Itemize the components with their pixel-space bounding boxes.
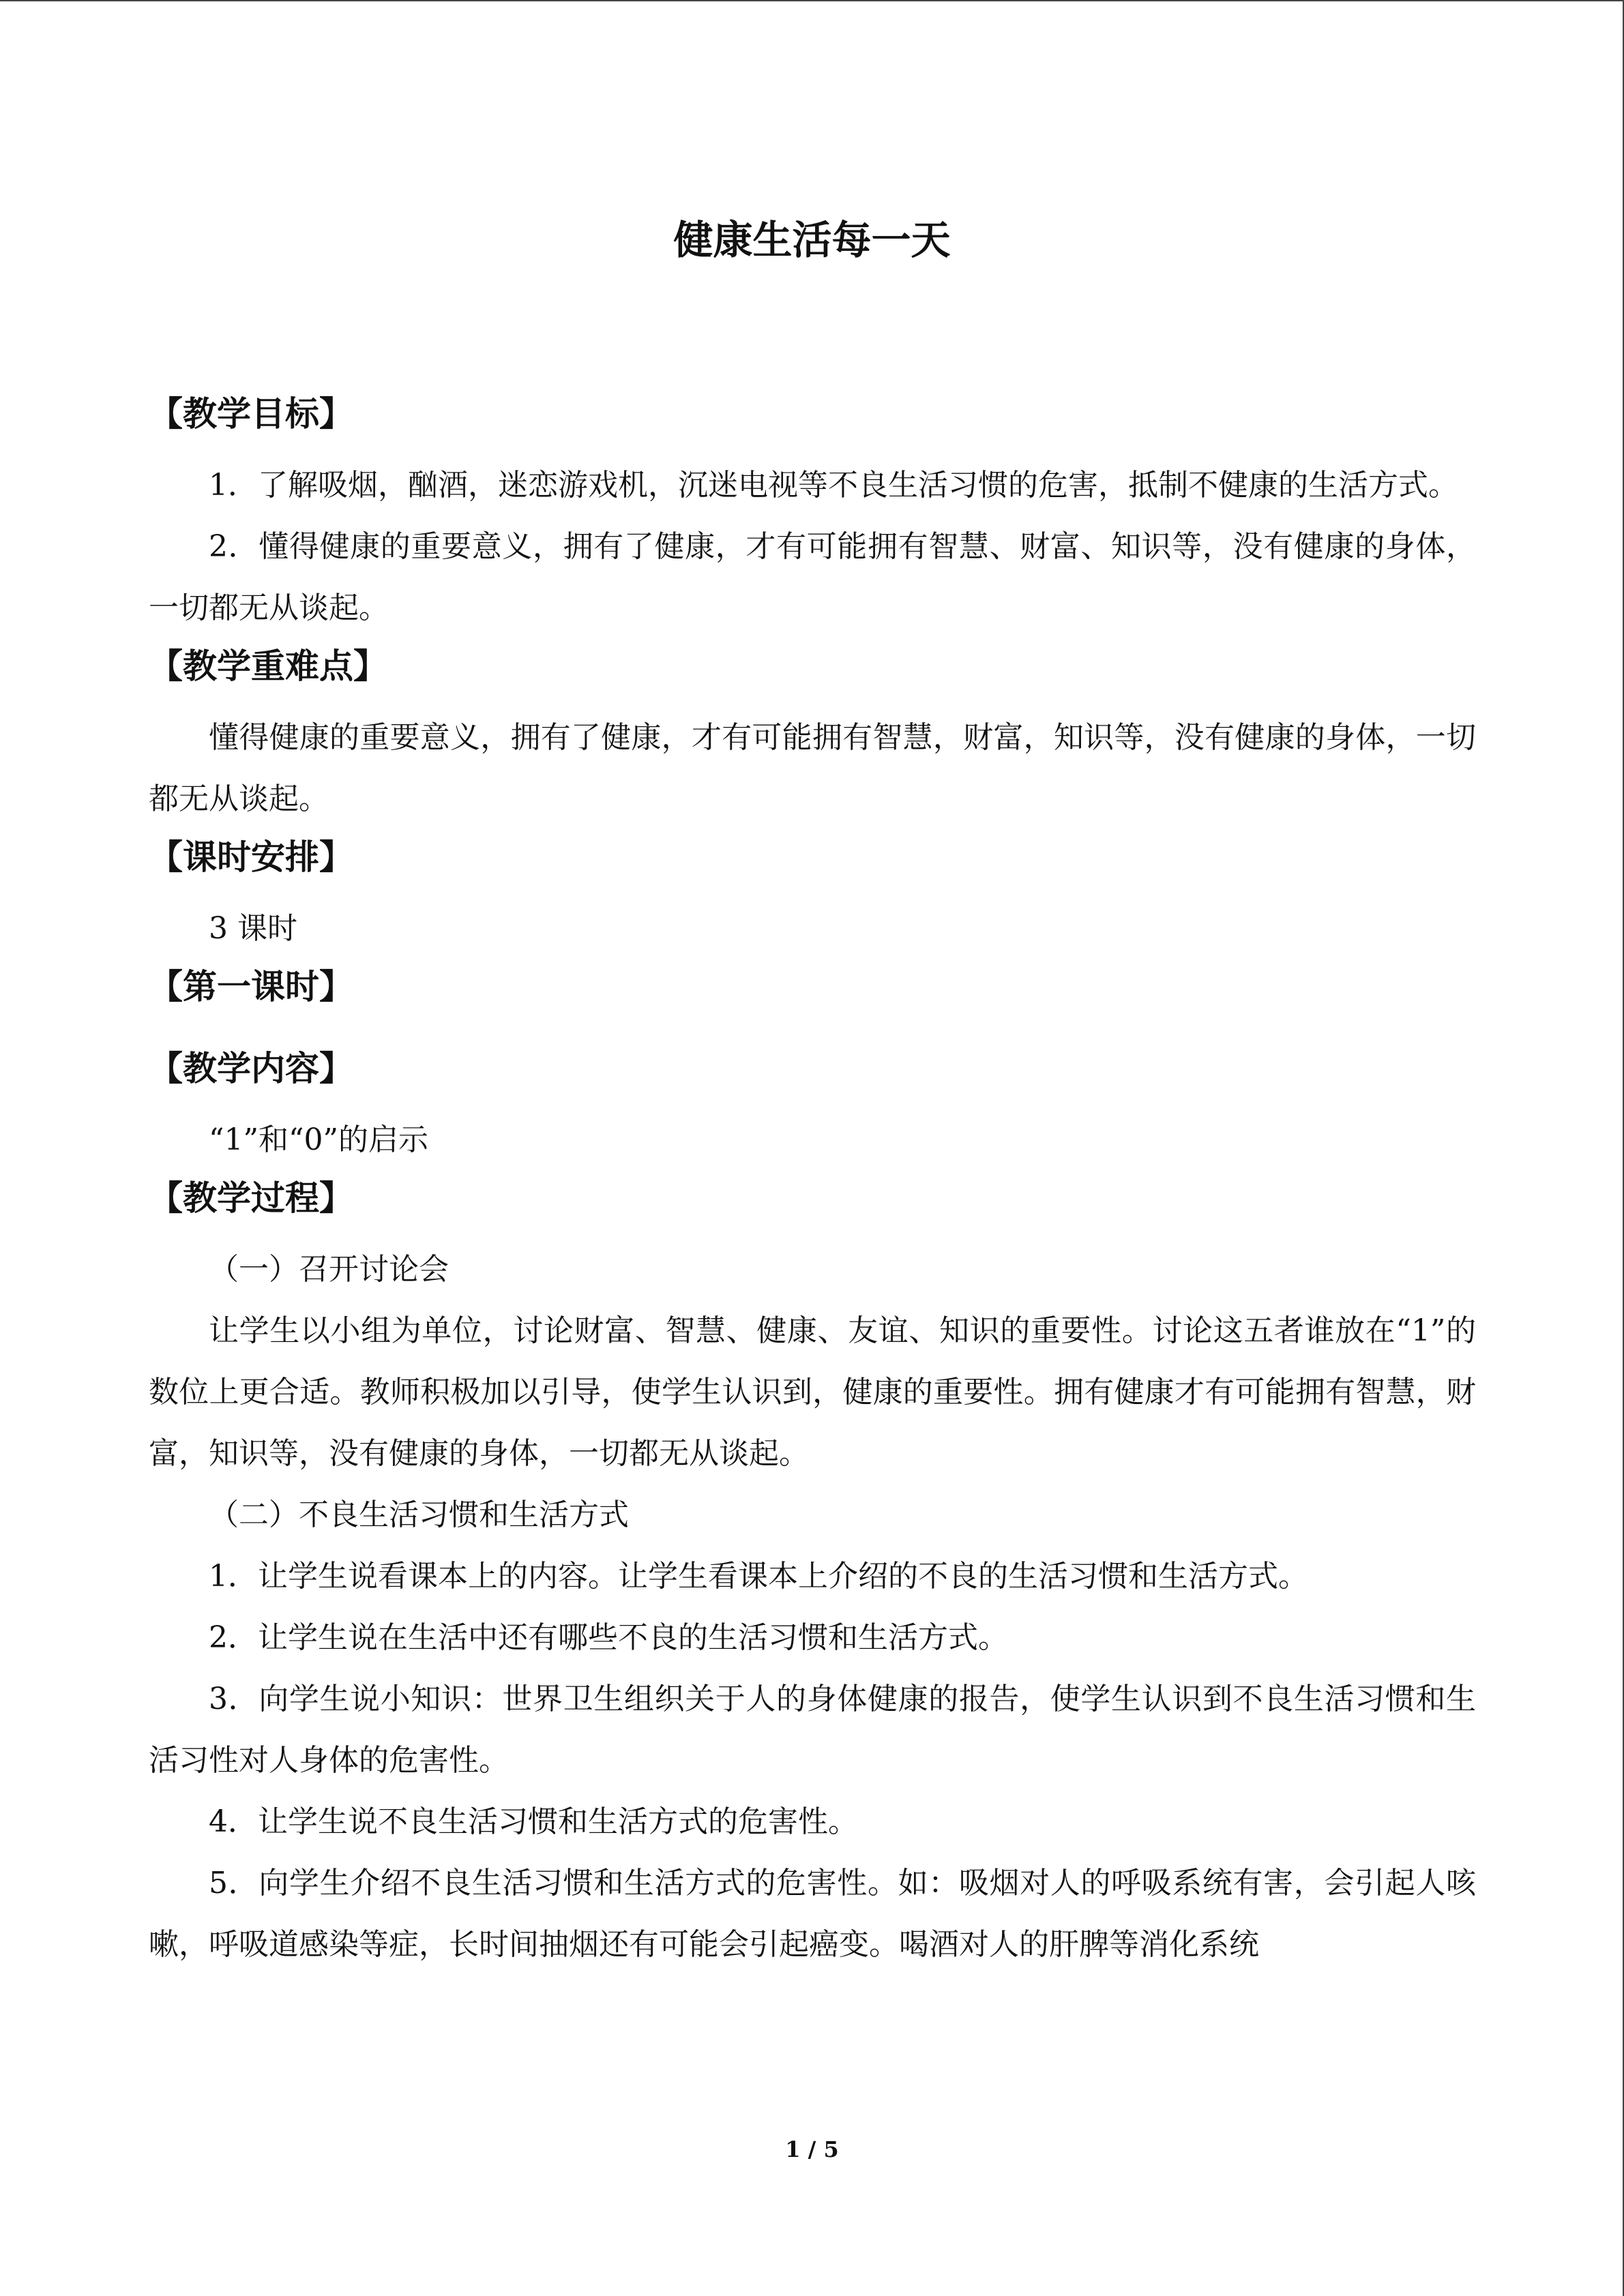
- process-step-5: 5．向学生介绍不良生活习惯和生活方式的危害性。如：吸烟对人的呼吸系统有害，会引起人咳嗽，呼吸道感染等症，长时间抽烟还有可能会引起癌变。喝酒对人的肝脾等消化系统: [149, 1866, 1476, 1962]
- schedule-paragraph: 3 课时: [209, 911, 297, 946]
- process-step-1: 1．让学生说看课本上的内容。让学生看课本上介绍的不良的生活习惯和生活方式。: [209, 1559, 1308, 1594]
- process-step-2: 2．让学生说在生活中还有哪些不良的生活习惯和生活方式。: [209, 1620, 1008, 1655]
- objective-paragraph-2: 2．懂得健康的重要意义，拥有了健康，才有可能拥有智慧、财富、知识等，没有健康的身体，一切都无从谈起。: [149, 529, 1476, 625]
- section-heading-key-points: 【教学重难点】: [149, 646, 387, 686]
- process-step-3: 3．向学生说小知识：世界卫生组织关于人的身体健康的报告，使学生认识到不良生活习惯和生活习性对人身体的危害性。: [149, 1682, 1476, 1778]
- key-points-paragraph: 懂得健康的重要意义，拥有了健康，才有可能拥有智慧，财富，知识等，没有健康的身体，一切都无从谈起。: [149, 720, 1476, 816]
- process-paragraph-discussion: 让学生以小组为单位，讨论财富、智慧、健康、友谊、知识的重要性。讨论这五者谁放在“1”的数位上更合适。教师积极加以引导，使学生认识到，健康的重要性。拥有健康才有可能拥有智慧，财富，知识等，没有健康的身体，一切都无从谈起。: [149, 1313, 1476, 1471]
- document-title: 健康生活每一天: [673, 217, 951, 263]
- document-body: [149, 387, 1476, 1976]
- process-subheading-2: （二）不良生活习惯和生活方式: [209, 1497, 629, 1532]
- section-heading-schedule: 【课时安排】: [149, 837, 353, 877]
- process-subheading-1: （一）召开讨论会: [209, 1252, 449, 1287]
- section-heading-content: 【教学内容】: [149, 1049, 353, 1088]
- section-heading-process: 【教学过程】: [149, 1178, 353, 1218]
- section-heading-first-lesson: 【第一课时】: [149, 967, 353, 1007]
- objective-paragraph-1: 1．了解吸烟，酗酒，迷恋游戏机，沉迷电视等不良生活习惯的危害，抵制不健康的生活方式。: [209, 468, 1458, 503]
- process-step-4: 4．让学生说不良生活习惯和生活方式的危害性。: [209, 1804, 858, 1839]
- content-paragraph: “1”和“0”的启示: [209, 1122, 428, 1157]
- section-heading-objectives: 【教学目标】: [149, 394, 353, 434]
- page-number: 1 / 5: [785, 2136, 839, 2162]
